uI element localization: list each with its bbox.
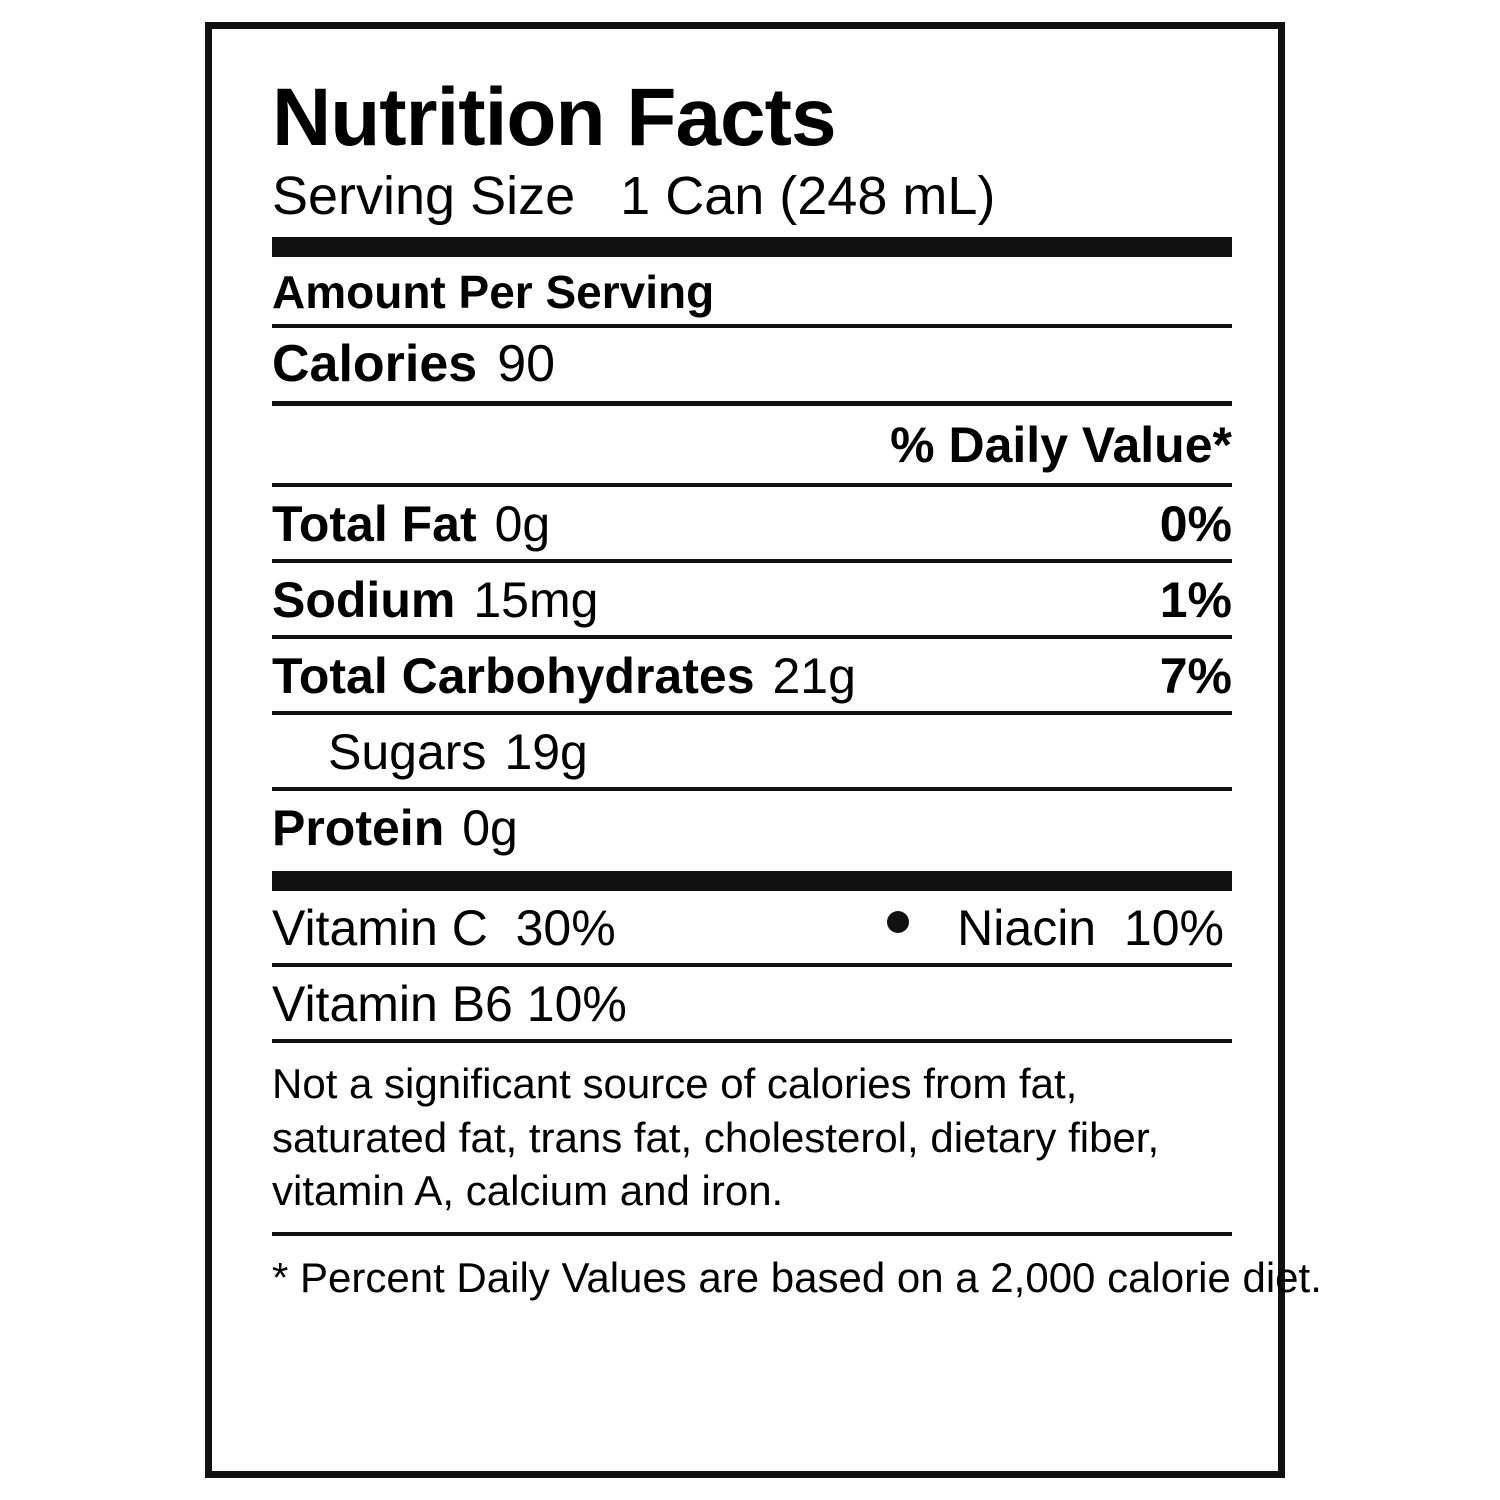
nutrition-facts-panel xyxy=(205,22,1322,1478)
calories-value: 90 xyxy=(497,334,556,393)
nutrient-name: Total Fat xyxy=(272,495,477,552)
vitamin-daily-value: 30% xyxy=(515,899,616,956)
vitamin-name: Vitamin B6 xyxy=(272,975,513,1032)
vitamin-c-entry xyxy=(272,900,616,956)
divider-thick-vitamins xyxy=(272,871,1232,891)
nutrition-facts-content xyxy=(272,72,1322,1305)
vitamin-name: Niacin xyxy=(957,899,1097,956)
niacin-entry xyxy=(957,900,1232,956)
vitamin-daily-value: 10% xyxy=(526,975,627,1032)
vitamins-row-2 xyxy=(272,967,1232,1039)
nutrient-daily-value: 7% xyxy=(1159,647,1232,704)
nutrient-daily-value: 0% xyxy=(1159,495,1232,552)
nutrient-row-total-carbohydrates xyxy=(272,639,1232,711)
nutrient-name: Total Carbohydrates xyxy=(272,647,755,704)
nutrient-name: Protein xyxy=(272,799,445,856)
vitamin-name: Vitamin C xyxy=(272,899,488,956)
nutrient-daily-value: 1% xyxy=(1159,571,1232,628)
divider-thick-top xyxy=(272,237,1232,257)
nutrient-amount: 19g xyxy=(504,723,588,780)
nutrient-row-total-fat xyxy=(272,487,1232,559)
nutrient-name: Sodium xyxy=(272,571,456,628)
calories-row xyxy=(272,328,1232,401)
nutrient-amount: 0g xyxy=(462,799,518,856)
nutrient-name: Sugars xyxy=(328,723,487,780)
amount-per-serving-label: Amount Per Serving xyxy=(272,266,715,319)
bullet-separator-icon xyxy=(887,911,909,933)
nutrient-row-sugars xyxy=(272,715,1232,787)
vitamins-row-1 xyxy=(272,891,1232,963)
nutrient-row-sodium xyxy=(272,563,1232,635)
footnote-text: Not a significant source of calories from fat, saturated fat, trans fat, cholesterol, dietary fiber, vitamin A, calcium and iron. xyxy=(272,1059,1160,1215)
serving-size-label: Serving Size xyxy=(272,166,576,226)
nutrient-amount: 0g xyxy=(494,495,551,552)
serving-size-row xyxy=(272,165,1232,227)
daily-value-footnote: * Percent Daily Values are based on a 2,000 calorie diet. xyxy=(272,1254,1322,1302)
vitamin-daily-value: 10% xyxy=(1123,899,1224,956)
nutrient-amount: 21g xyxy=(772,647,856,704)
nutrient-row-protein xyxy=(272,791,1232,863)
page-title: Nutrition Facts xyxy=(272,72,836,163)
daily-value-header: % Daily Value* xyxy=(890,416,1232,473)
nutrient-amount: 15mg xyxy=(473,571,599,628)
serving-size-value: 1 Can (248 mL) xyxy=(620,166,996,226)
calories-label: Calories xyxy=(272,334,478,393)
